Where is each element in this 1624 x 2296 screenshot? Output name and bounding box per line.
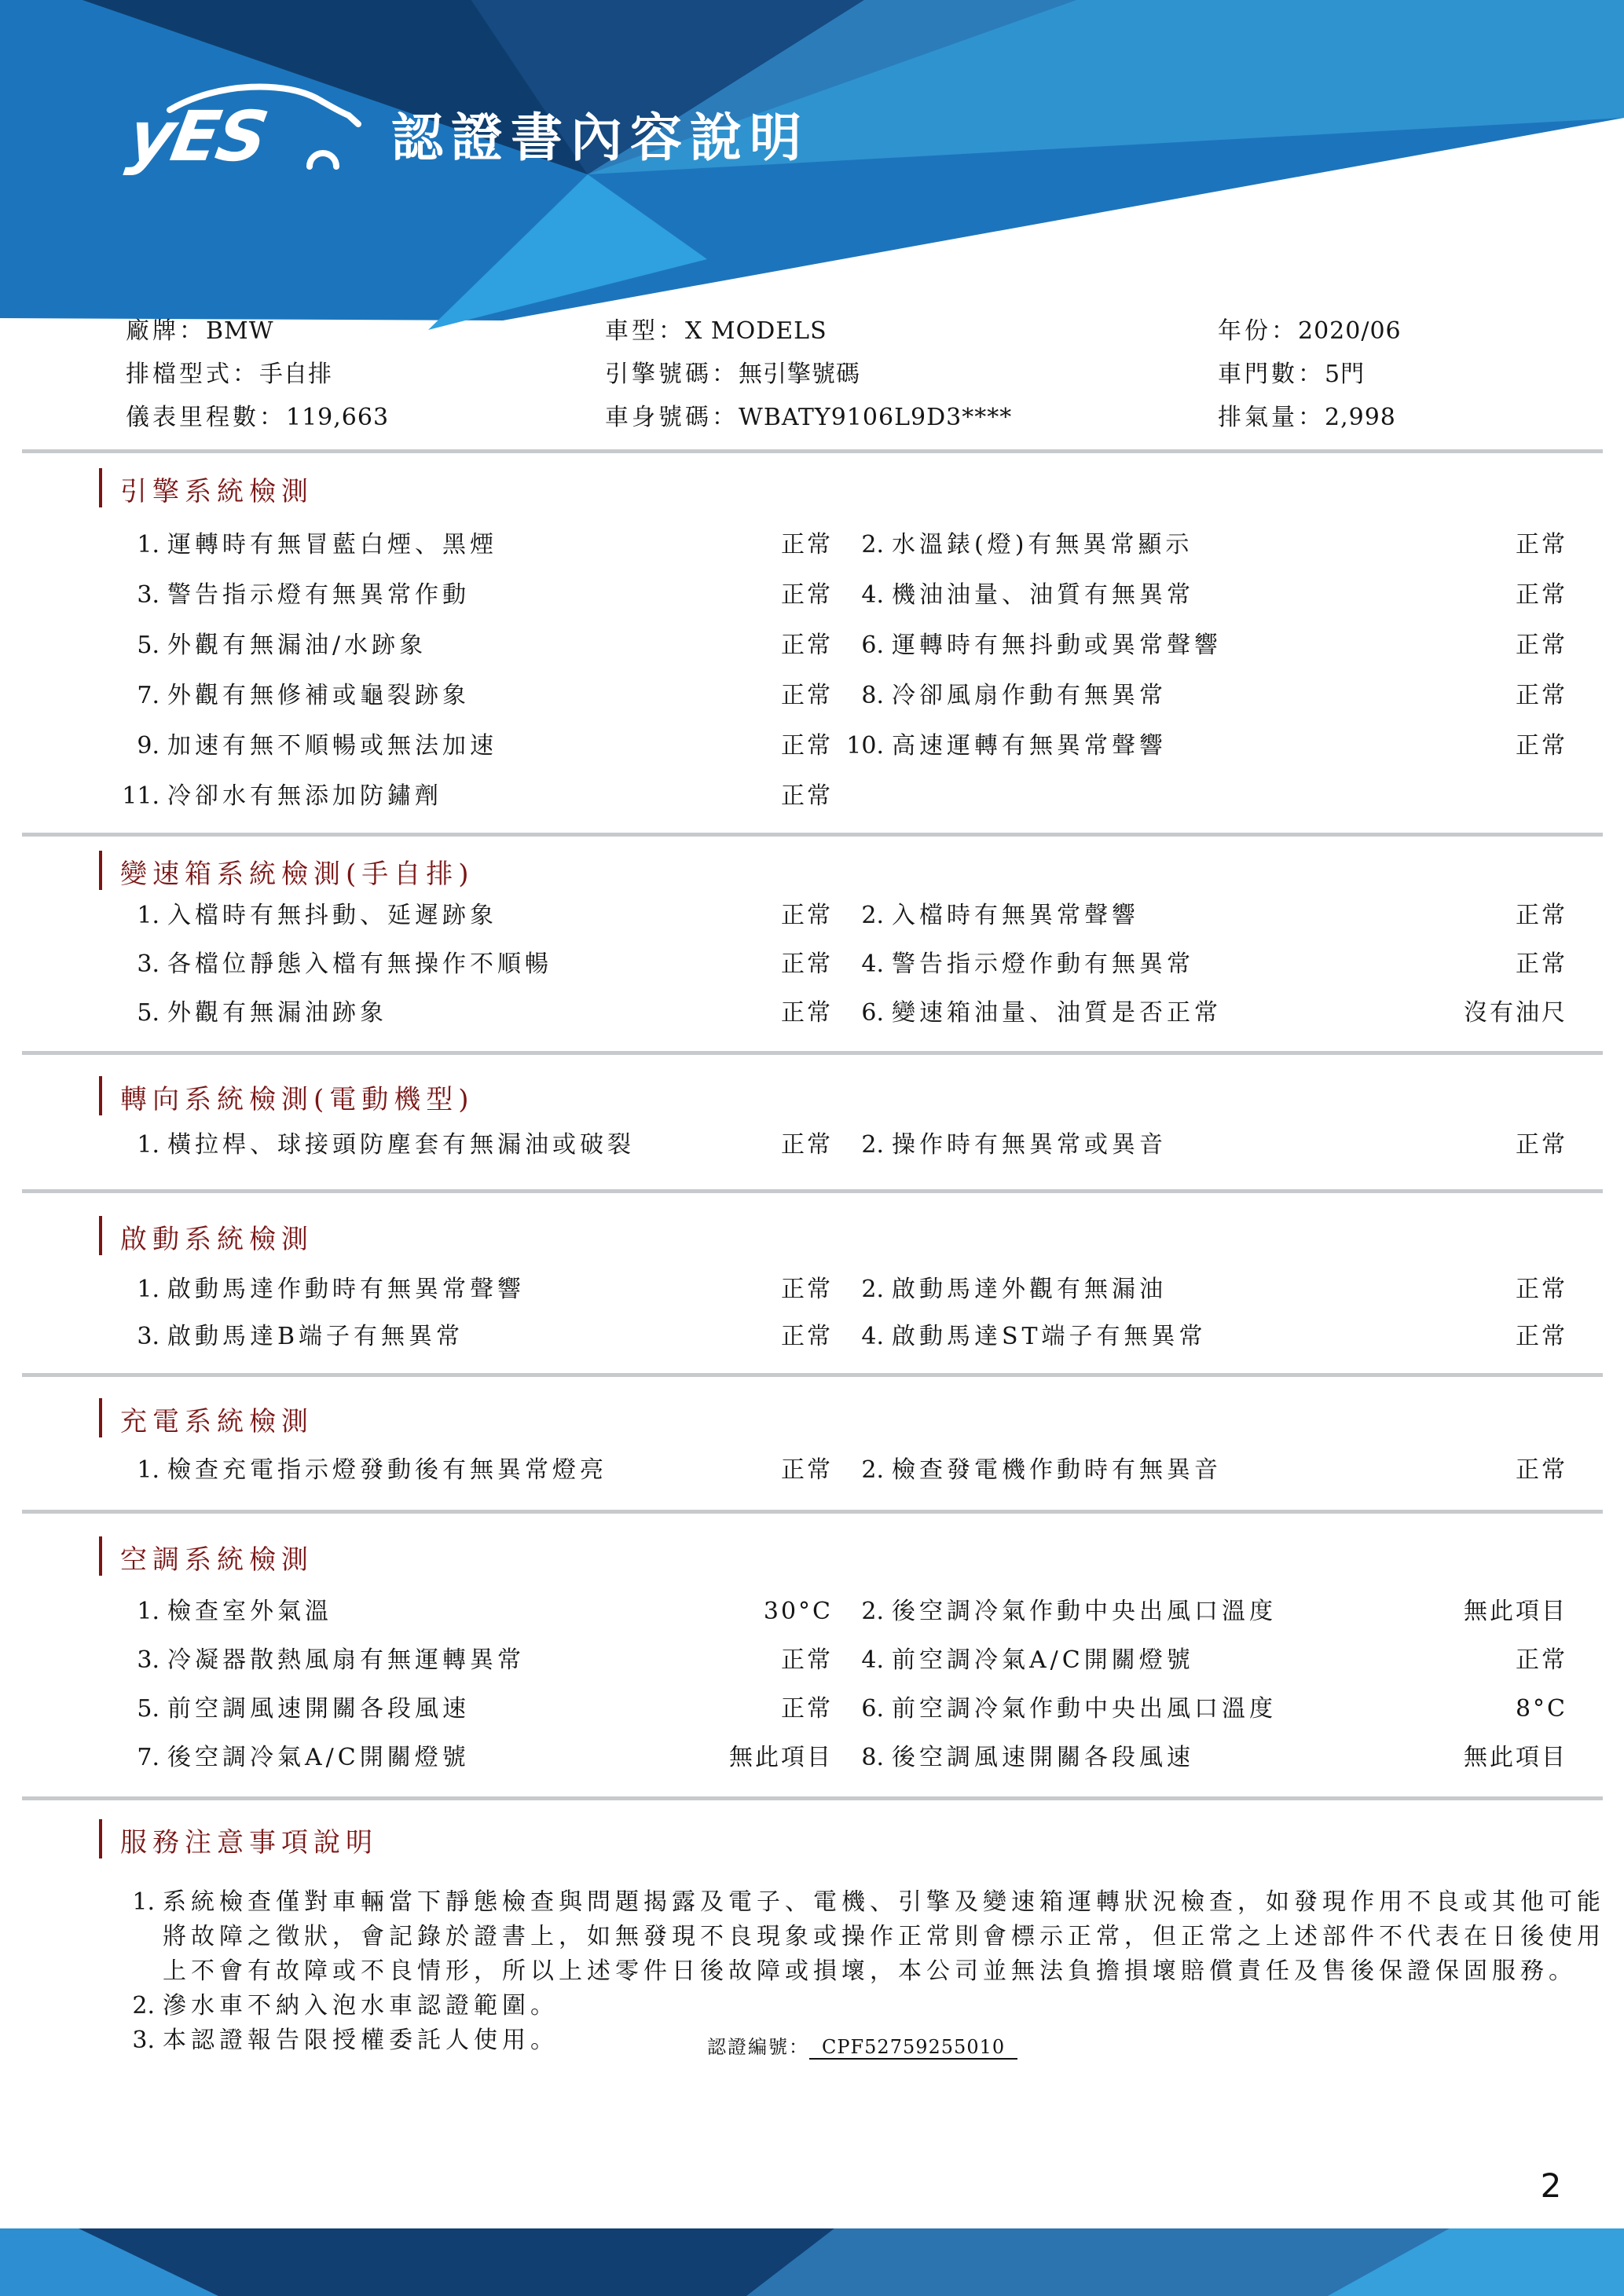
check-item-row: 4. 前空調冷氣A/C開關燈號 正常 (846, 1645, 1567, 1694)
check-item-row: 5. 外觀有無漏油/水跡象 正常 (122, 630, 833, 680)
section-transmission (0, 852, 1624, 1046)
check-result: 沒有油尺 (1464, 999, 1567, 1027)
info-doors: 車門數：5門 (1218, 361, 1366, 388)
check-result: 正常 (781, 1276, 833, 1303)
check-result: 正常 (781, 999, 833, 1027)
check-item-row: 4. 警告指示燈作動有無異常 正常 (846, 949, 1567, 998)
check-item-row: 8. 後空調風速開關各段風速 無此項目 (846, 1742, 1567, 1791)
check-result: 正常 (1516, 1456, 1567, 1484)
check-items (122, 529, 1624, 831)
section-accent-bar (99, 1216, 102, 1255)
section-title: 空調系統檢測 (120, 1544, 313, 1576)
check-item-row: 2. 水溫錶(燈)有無異常顯示 正常 (846, 529, 1567, 580)
separator (22, 1373, 1603, 1377)
check-result: 30°C (763, 1598, 833, 1625)
check-result: 正常 (781, 1456, 833, 1484)
footer-banner (0, 2228, 1624, 2296)
check-item-row: 2. 入檔時有無異常聲響 正常 (846, 900, 1567, 949)
certification-number-value: CPF52759255010 (809, 2036, 1017, 2060)
info-displacement: 排氣量：2,998 (1218, 404, 1396, 431)
section-accent-bar (99, 468, 102, 507)
check-item-row: 6. 變速箱油量、油質是否正常 沒有油尺 (846, 998, 1567, 1046)
section-title: 啟動系統檢測 (120, 1224, 313, 1255)
info-model: 車型：X MODELS (605, 317, 827, 345)
note-item: 1. 系統檢查僅對車輛當下靜態檢查與問題揭露及電子、電機、引擎及變速箱運轉狀況檢查，如發現作用不良或其他可能將故障之徵狀，會記錄於證書上，如無發現不良現象或操作正常則會標示正常，但正常之上述部件不代表在日後使用上不會有故障或不良情形，所以上述零件日後故障或損壞，本公司並無法負擔損壞賠償責任及售後保證保固服務。 (132, 1888, 1605, 1985)
check-result: 無此項目 (729, 1744, 833, 1771)
check-result: 正常 (781, 950, 833, 978)
check-item-row: 5. 前空調風速開關各段風速 正常 (122, 1694, 833, 1742)
check-item-row: 9. 加速有無不順暢或無法加速 正常 (122, 731, 833, 781)
check-item-row: 2. 後空調冷氣作動中央出風口溫度 無此項目 (846, 1596, 1567, 1645)
section-accent-bar (99, 1076, 102, 1115)
separator (22, 833, 1603, 837)
note-item: 3. 本認證報告限授權委託人使用。 (132, 2027, 559, 2054)
check-items (122, 1596, 1624, 1791)
check-result: 正常 (781, 531, 833, 558)
yes-car-logo (123, 79, 366, 181)
check-item-row: 3. 啟動馬達B端子有無異常 正常 (122, 1321, 833, 1368)
check-item-row: 3. 警告指示燈有無異常作動 正常 (122, 580, 833, 630)
section-accent-bar (99, 1398, 102, 1437)
page-title: 認證書內容說明 (391, 108, 809, 168)
check-result: 正常 (781, 581, 833, 609)
check-item-row: 8. 冷卻風扇作動有無異常 正常 (846, 680, 1567, 731)
check-item-row: 1. 檢查充電指示燈發動後有無異常燈亮 正常 (122, 1455, 833, 1503)
check-item-row: 5. 外觀有無漏油跡象 正常 (122, 998, 833, 1046)
check-item-row: 2. 啟動馬達外觀有無漏油 正常 (846, 1274, 1567, 1321)
section-engine (0, 470, 1624, 831)
info-brand: 廠牌：BMW (126, 317, 274, 345)
check-item-row: 3. 冷凝器散熱風扇有無運轉異常 正常 (122, 1645, 833, 1694)
check-item-row: 6. 前空調冷氣作動中央出風口溫度 8°C (846, 1694, 1567, 1742)
certification-number-label: 認證編號： (707, 2036, 809, 2058)
svg-text:yES: yES (123, 96, 272, 177)
info-mileage: 儀表里程數：119,663 (126, 404, 390, 431)
check-result: 正常 (781, 732, 833, 760)
section-title: 引擎系統檢測 (120, 476, 313, 507)
check-result: 正常 (781, 1695, 833, 1723)
section-charging (0, 1400, 1624, 1503)
section-title: 變速箱系統檢測(手自排) (120, 859, 475, 890)
section-starting (0, 1218, 1624, 1368)
check-result: 正常 (1516, 732, 1567, 760)
check-item-row: 7. 外觀有無修補或龜裂跡象 正常 (122, 680, 833, 731)
check-items (122, 1455, 1624, 1503)
check-item-row: 7. 後空調冷氣A/C開關燈號 無此項目 (122, 1742, 833, 1791)
section-accent-bar (99, 851, 102, 890)
check-result: 正常 (1516, 531, 1567, 558)
check-item-row: 1. 橫拉桿、球接頭防塵套有無漏油或破裂 正常 (122, 1130, 833, 1178)
check-result: 正常 (781, 632, 833, 659)
separator (22, 1510, 1603, 1514)
check-result: 無此項目 (1464, 1744, 1567, 1771)
check-item-row: 1. 啟動馬達作動時有無異常聲響 正常 (122, 1274, 833, 1321)
certification-number (707, 2031, 1017, 2059)
check-result: 正常 (1516, 581, 1567, 609)
check-items (122, 1130, 1624, 1178)
check-result: 正常 (781, 782, 833, 810)
info-gearbox-type: 排檔型式：手自排 (126, 361, 332, 388)
section-ac (0, 1538, 1624, 1791)
section-accent-bar (99, 1819, 102, 1858)
check-item-row: 6. 運轉時有無抖動或異常聲響 正常 (846, 630, 1567, 680)
check-result: 正常 (781, 1131, 833, 1159)
check-item-row: 4. 啟動馬達ST端子有無異常 正常 (846, 1321, 1567, 1368)
check-item-row: 11. 冷卻水有無添加防鏽劑 正常 (122, 781, 833, 831)
section-accent-bar (99, 1536, 102, 1576)
check-items (122, 900, 1624, 1046)
check-result: 正常 (781, 1646, 833, 1674)
check-result: 正常 (1516, 632, 1567, 659)
info-engine-no: 引擎號碼：無引擎號碼 (605, 361, 860, 388)
check-item-row: 4. 機油油量、油質有無異常 正常 (846, 580, 1567, 630)
section-steering (0, 1078, 1624, 1178)
section-title: 充電系統檢測 (120, 1406, 313, 1437)
check-result: 正常 (1516, 950, 1567, 978)
check-result: 正常 (781, 902, 833, 929)
check-result: 正常 (781, 682, 833, 709)
separator (22, 1051, 1603, 1055)
check-item-row: 2. 檢查發電機作動時有無異音 正常 (846, 1455, 1567, 1503)
check-items (122, 1274, 1624, 1368)
check-item-row: 3. 各檔位靜態入檔有無操作不順暢 正常 (122, 949, 833, 998)
check-result: 正常 (1516, 902, 1567, 929)
separator (22, 449, 1603, 453)
section-title: 轉向系統檢測(電動機型) (120, 1084, 475, 1115)
page-number: 2 (1540, 2166, 1562, 2205)
check-item-row: 10. 高速運轉有無異常聲響 正常 (846, 731, 1567, 781)
info-vin: 車身號碼：WBATY9106L9D3**** (605, 404, 1013, 431)
info-year: 年份：2020/06 (1218, 317, 1402, 345)
check-item-row: 1. 入檔時有無抖動、延遲跡象 正常 (122, 900, 833, 949)
check-item-row: 2. 操作時有無異常或異音 正常 (846, 1130, 1567, 1178)
vehicle-info (126, 311, 1608, 441)
check-item-row: 1. 運轉時有無冒藍白煙、黑煙 正常 (122, 529, 833, 580)
check-result: 正常 (1516, 1276, 1567, 1303)
section-service-notes (0, 1821, 1624, 1858)
check-result: 正常 (781, 1323, 833, 1350)
check-result: 正常 (1516, 1323, 1567, 1350)
check-result: 無此項目 (1464, 1598, 1567, 1625)
check-item-row: 1. 檢查室外氣溫 30°C (122, 1596, 833, 1645)
check-result: 正常 (1516, 682, 1567, 709)
check-result: 8°C (1515, 1695, 1567, 1723)
check-result: 正常 (1516, 1646, 1567, 1674)
separator (22, 1796, 1603, 1800)
note-item: 2. 滲水車不納入泡水車認證範圍。 (132, 1992, 559, 2020)
separator (22, 1189, 1603, 1193)
check-result: 正常 (1516, 1131, 1567, 1159)
section-title: 服務注意事項說明 (120, 1827, 378, 1858)
